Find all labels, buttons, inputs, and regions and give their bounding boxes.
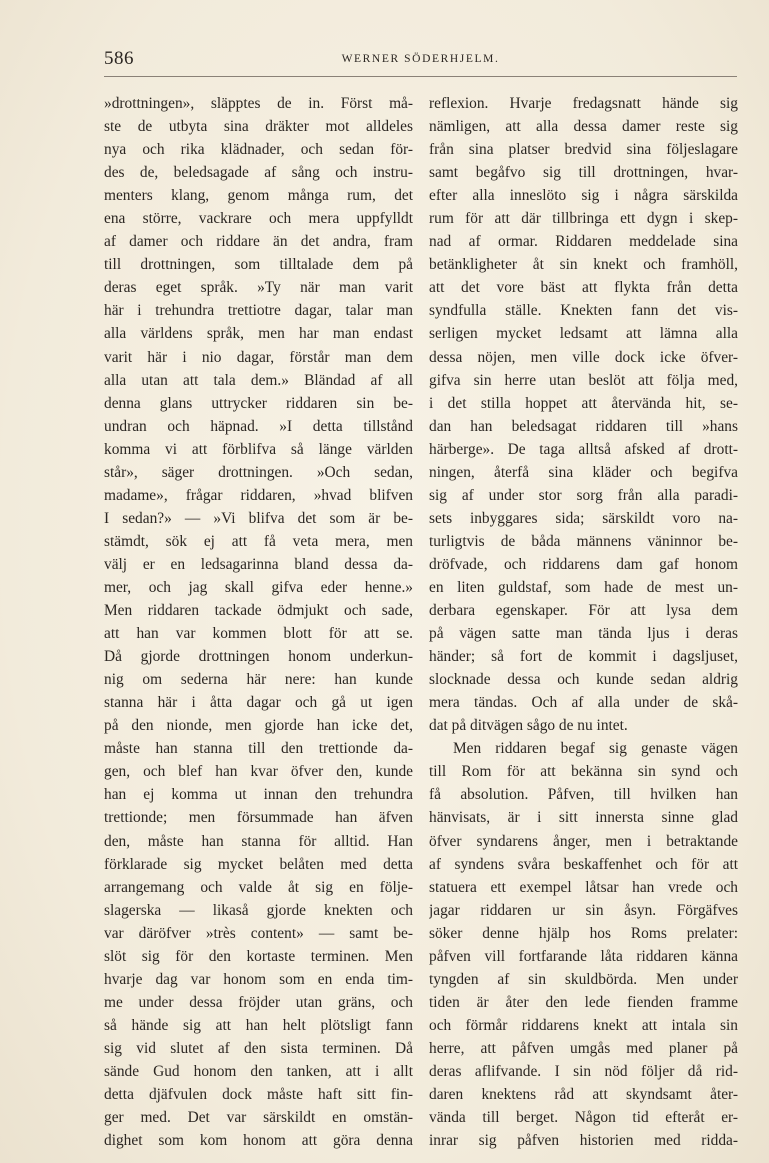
text-line: nig om sederna här nere: han kunde [104,671,413,689]
text-line: var däröfver »très content» — samt be- [104,924,413,942]
text-line: ste de utbyta sina dräkter mot alldeles [104,118,413,136]
text-line: dan han beledsagat riddaren till »hans [429,417,738,435]
text-line: me under dessa fröjder utan gräns, och [104,993,413,1011]
running-title: WERNER SÖDERHJELM. [341,53,500,65]
text-line: des de, beledsagade af sång och instru- [104,164,413,182]
text-line: detta djäfvulen dock måste haft sitt fin- [104,1086,413,1104]
left-column [104,92,413,1152]
text-line: varit här i nio dagar, förstår man dem [104,348,413,366]
page-number: 586 [104,48,134,69]
text-line: denna glans uttrycker riddaren sin be- [104,394,413,412]
text-line: serligen mycket ledsamt att lämna alla [429,325,738,343]
text-line: alla världens språk, men har man endast [104,325,413,343]
text-line: menters klang, genom många rum, det [104,187,413,205]
text-line: betänkligheter åt sin knekt och framhöll, [429,256,738,274]
text-line: efter alla inneslöto sig i några särskilda [429,187,738,205]
text-line: alla utan att tala dem.» Bländad af all [104,371,413,389]
text-line: rum för att där tillbringa ett dygn i skep- [429,210,738,228]
text-line: på vägen satte man tända ljus i deras [429,625,738,643]
text-line: samt begåfvo sig till drottningen, hvar- [429,164,738,182]
text-line: vända till berget. Någon tid efteråt er- [429,1109,738,1127]
text-line: Men riddaren tackade ödmjukt och sade, [104,602,413,620]
text-line: till drottningen, som tilltalade dem på [104,256,413,274]
text-line: deras aflifvande. I sin nöd följer då rid- [429,1062,738,1080]
text-line: deras eget språk. »Ty när man varit [104,279,413,297]
text-line: tiden är åter den lede fienden framme [429,993,738,1011]
text-line: den, måste han stanna för alltid. Han [104,832,413,850]
text-line: daren knektens råd att skyndsamt åter- [429,1086,738,1104]
header-rule [104,76,737,77]
text-line: händer; så fort de kommit i dagsljuset, [429,648,738,666]
text-line: förklarade sig mycket belåten med detta [104,855,413,873]
text-line: på den nionde, men gjorde han icke det, [104,717,413,735]
text-line: I sedan?» — »Vi blifva det som är be- [104,509,413,527]
text-line: få absolution. Påfven, till hvilken han [429,786,738,804]
text-line: statuera ett exempel låtsar han vrede och [429,878,738,896]
text-line: sig vid slutet af den sista terminen. Då [104,1039,413,1057]
text-line: öfver syndarens ånger, men i betraktande [429,832,738,850]
text-line: stanna här i åtta dagar och gå ut igen [104,694,413,712]
text-line: står», säger drottningen. »Och sedan, [104,463,413,481]
text-line: ger med. Det var särskildt en omstän- [104,1109,413,1127]
text-line: dat på ditvägen sågo de nu intet. [429,717,628,735]
text-line: derbara egenskaper. För att lysa dem [429,602,738,620]
text-line: slocknade dessa och kunde sedan aldrig [429,671,738,689]
text-line: af damer och riddare än det andra, fram [104,233,413,251]
text-line: i det stilla hoppet att återvända hit, se- [429,394,738,412]
text-line: dröfvade, och riddarens dam gaf honom [429,555,738,573]
text-line: nya och rika klädnader, och sedan för- [104,141,413,159]
text-line: gen, och blef han kvar öfver den, kunde [104,763,413,781]
text-line: mer, och jag skall gifva eder henne.» [104,578,413,596]
text-line: af syndens svåra beskaffenhet och för att [429,855,738,873]
text-line: dessa nöjen, men ville dock icke öfver- [429,348,738,366]
text-line: Men riddaren begaf sig genaste vägen [453,740,738,758]
text-line: påfven vill fortfarande låta riddaren känna [429,947,738,965]
text-line: ningen, återfå sina kläder och begifva [429,463,738,481]
text-line: syndfulla ställe. Knekten fann det vis- [429,302,738,320]
text-line: herre, att påfven umgås med planer på [429,1039,738,1057]
text-line: härberge». De taga alltså afsked af drott- [429,440,738,458]
text-line: nad af ormar. Riddaren meddelade sina [429,233,738,251]
text-line: slöt sig för den kortaste terminen. Men [104,947,413,965]
text-line: dighet som kom honom att göra denna [104,1132,413,1150]
text-line: han ej komma ut innan den trehundra [104,786,413,804]
text-line: sets inbyggares sida; särskildt voro na- [429,509,738,527]
text-line: reflexion. Hvarje fredagsnatt hände sig [429,95,738,112]
text-line: sände Gud honom den tanken, att i allt [104,1062,413,1080]
text-line: stämdt, sök ej att få veta mera, men [104,532,413,550]
text-line: komma vi att förblifva så länge världen [104,440,413,458]
text-line: att han var kommen blott för att se. [104,625,413,643]
text-line: att det vore bäst att flykta från detta [429,279,738,297]
text-line: ena större, vackrare och mera uppfylldt [104,210,413,228]
text-line: arrangemang och valde åt sig en följe- [104,878,413,896]
text-line: »drottningen», släpptes de in. Först må- [104,95,413,112]
text-line: mera tändas. Och af alla under de skå- [429,694,738,712]
text-line: en liten guldstaf, som hade de mest un- [429,578,738,596]
running-head [104,48,737,76]
text-line: trettionde; men försummade han äfven [104,809,413,827]
text-line: från sina platser bredvid sina följeslagare [429,141,738,159]
text-line: sig af under stor sorg från alla paradi- [429,486,738,504]
text-line: slagerska — likaså gjorde knekten och [104,901,413,919]
text-line: Då gjorde drottningen honom underkun- [104,648,413,666]
right-column [429,92,738,1152]
text-line: inrar sig påfven historien med ridda- [429,1132,738,1150]
text-line: gifva sin herre utan beslöt att följa med, [429,371,738,389]
text-line: så hände sig att han helt plötsligt fann [104,1016,413,1034]
text-line: till Rom för att bekänna sin synd och [429,763,738,781]
text-line: hänvisats, är i sitt innersta sinne glad [429,809,738,827]
text-line: och förmår riddarens knekt att intala sin [429,1016,738,1034]
text-line: hvarje dag var honom som en enda tim- [104,970,413,988]
text-line: madame», frågar riddaren, »hvad blifven [104,486,413,504]
text-line: undran och häpnad. »I detta tillstånd [104,417,413,435]
text-line: turligtvis de båda männens väninnor be- [429,532,738,550]
text-line: välj er en ledsagarinna bland dessa da- [104,555,413,573]
text-line: tyngden af sin skuldbörda. Men under [429,970,738,988]
text-line: nämligen, att alla dessa damer reste sig [429,118,738,136]
text-line: här i trehundra trettiotre dagar, talar man [104,302,413,320]
text-line: söker denne hjälp hos Roms prelater: [429,924,738,942]
text-line: jagar riddaren ur sin åsyn. Förgäfves [429,901,738,919]
text-line: måste han stanna till den trettionde da- [104,740,413,758]
